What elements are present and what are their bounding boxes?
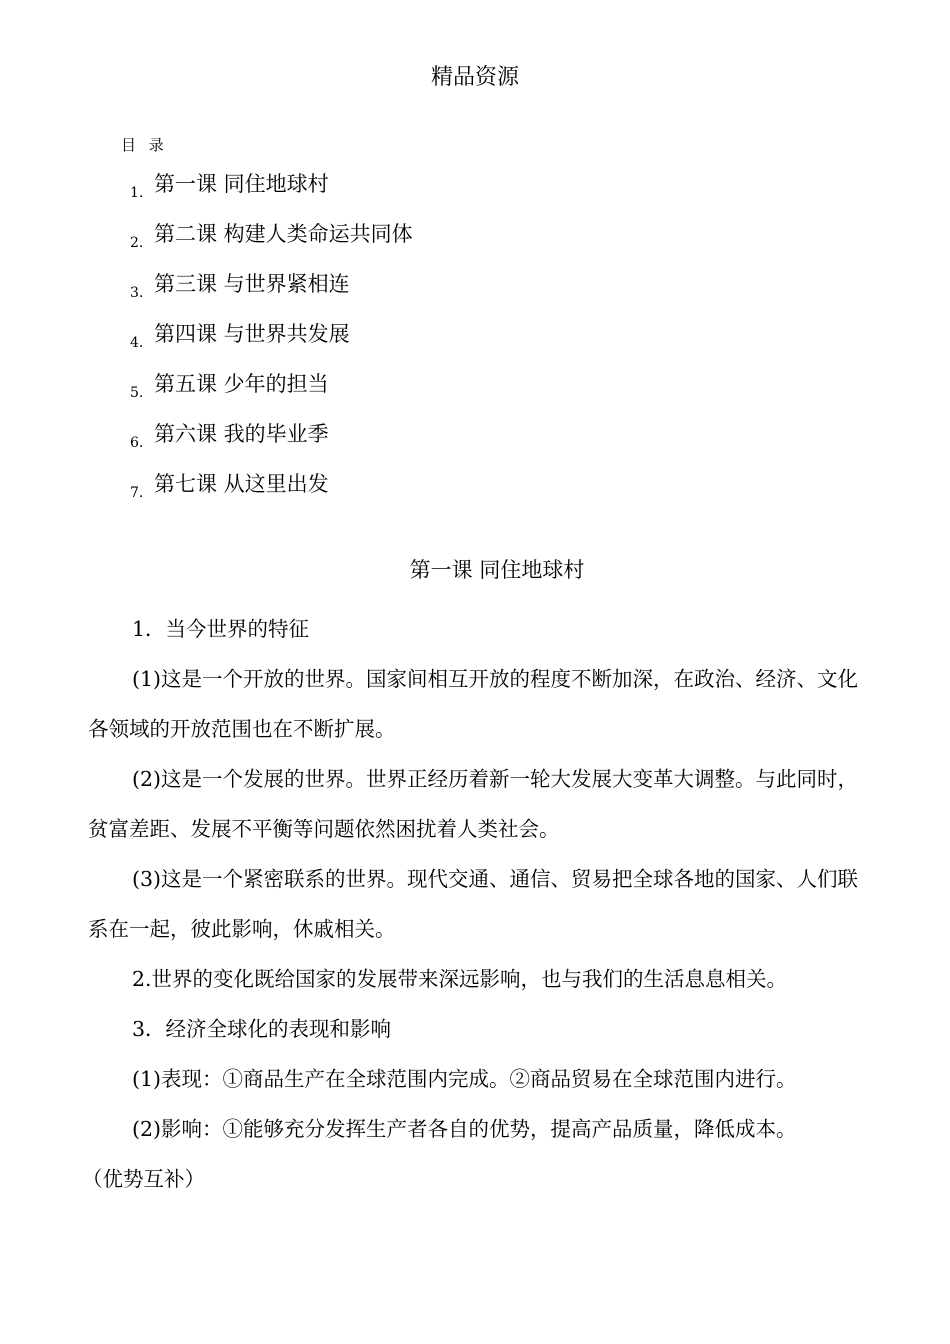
toc-item-text: 第七课 从这里出发 [154, 472, 329, 496]
toc-item-3[interactable] [130, 268, 830, 318]
toc-item-number: 5. [130, 385, 144, 401]
toc-item-number: 2. [130, 235, 144, 251]
toc-item-number: 4. [130, 335, 144, 351]
content-paragraph: (1)这是一个开放的世界。国家间相互开放的程度不断加深，在政治、经济、文化各领域的开放范围也在不断扩展。 [88, 667, 859, 741]
toc-item-number: 7. [130, 485, 144, 501]
content-paragraph: (1)表现：①商品生产在全球范围内完成。②商品贸易在全球范围内进行。 [132, 1067, 797, 1091]
toc-item-text: 第五课 少年的担当 [154, 372, 329, 396]
toc-label: 目 录 [121, 136, 168, 154]
toc-item-number: 1. [130, 185, 144, 201]
content-paragraph: (3)这是一个紧密联系的世界。现代交通、通信、贸易把全球各地的国家、人们联系在一起，彼此影响，休戚相关。 [88, 867, 859, 941]
toc-item-1[interactable] [130, 168, 830, 218]
toc-item-7[interactable] [130, 468, 830, 518]
toc-item-number: 6. [130, 435, 144, 451]
page-header-title: 精品资源 [430, 65, 519, 90]
content-paragraph: 2.世界的变化既给国家的发展带来深远影响，也与我们的生活息息相关。 [132, 967, 788, 991]
toc-item-4[interactable] [130, 318, 830, 368]
toc-item-number: 3. [130, 285, 144, 301]
table-of-contents [130, 168, 830, 518]
toc-item-text: 第六课 我的毕业季 [154, 422, 329, 446]
content-paragraph: 1．当今世界的特征 [132, 617, 310, 641]
section-title: 第一课 同住地球村 [409, 558, 585, 582]
toc-item-6[interactable] [130, 418, 830, 468]
toc-item-2[interactable] [130, 218, 830, 268]
toc-item-text: 第二课 构建人类命运共同体 [154, 222, 413, 246]
content-paragraph: （优势互补） [82, 1167, 205, 1191]
content-paragraph: (2)这是一个发展的世界。世界正经历着新一轮大发展大变革大调整。与此同时，贫富差距、发展不平衡等问题依然困扰着人类社会。 [88, 767, 859, 841]
content-paragraph: (2)影响：①能够充分发挥生产者各自的优势，提高产品质量，降低成本。 [132, 1117, 797, 1141]
section-content [82, 604, 870, 1204]
toc-item-text: 第四课 与世界共发展 [154, 322, 350, 346]
toc-item-text: 第三课 与世界紧相连 [154, 272, 350, 296]
toc-item-5[interactable] [130, 368, 830, 418]
content-paragraph: 3．经济全球化的表现和影响 [132, 1017, 392, 1041]
toc-item-text: 第一课 同住地球村 [154, 172, 329, 196]
